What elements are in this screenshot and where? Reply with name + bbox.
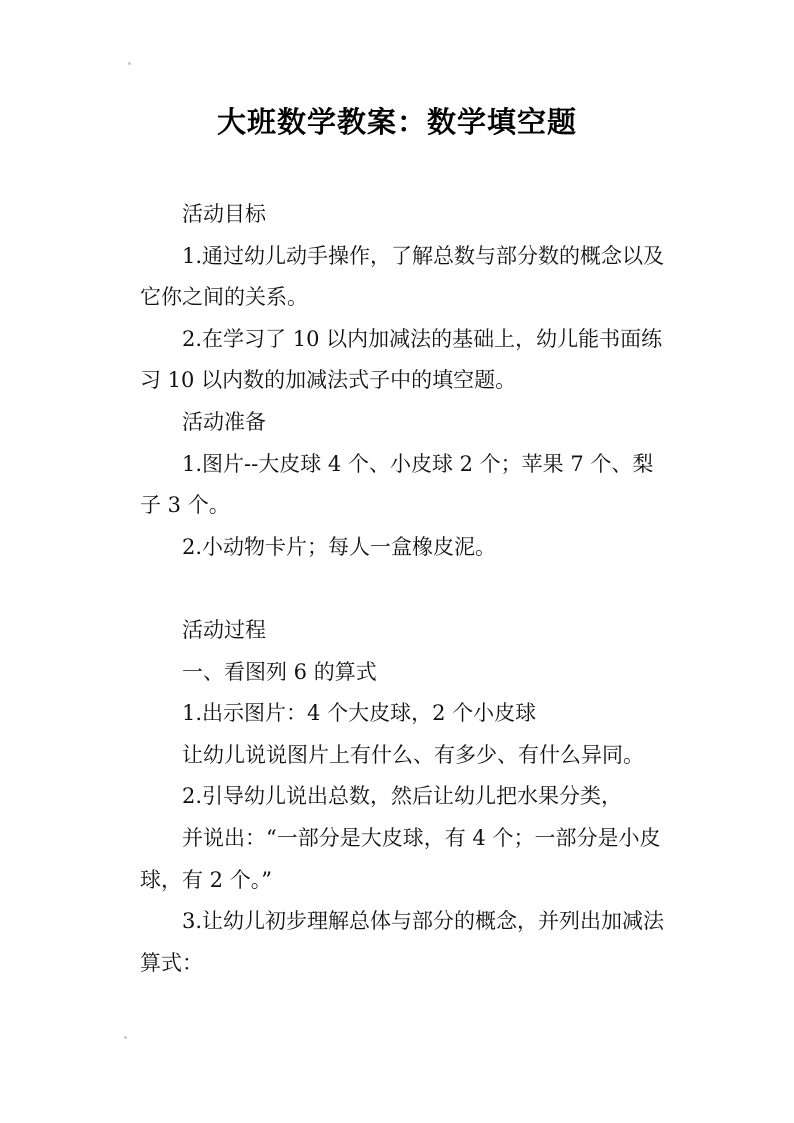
- paragraph-goal-2: 2.在学习了 10 以内加减法的基础上，幼儿能书面练习 10 以内数的加减法式子中的填空题。: [140, 326, 663, 393]
- scan-speck: [124, 1036, 127, 1039]
- paragraph-process-3: 3.让幼儿初步理解总体与部分的概念，并列出加减法算式：: [140, 909, 665, 975]
- paragraph-prep-1: 1.图片--大皮球 4 个、小皮球 2 个；苹果 7 个、梨子 3 个。: [140, 451, 654, 518]
- paragraph-prep-2: 2.小动物卡片；每人一盒橡皮泥。: [182, 534, 497, 559]
- paragraph-process-1: 1.出示图片：4 个大皮球，2 个小皮球: [182, 701, 537, 726]
- document-title: 大班数学教案：数学填空题: [216, 105, 577, 139]
- paragraph-process-1-detail: 让幼儿说说图片上有什么、有多少、有什么异同。: [182, 742, 644, 767]
- section-heading-process: 活动过程: [182, 617, 266, 642]
- subheading-step-1: 一、看图列 6 的算式: [182, 659, 377, 684]
- scan-speck: [128, 62, 131, 65]
- document-body: [140, 194, 670, 984]
- paragraph-process-2-detail: 并说出：“一部分是大皮球，有 4 个；一部分是小皮球，有 2 个。”: [140, 825, 661, 892]
- paragraph-process-2: 2.引导幼儿说出总数，然后让幼儿把水果分类，: [182, 784, 623, 809]
- section-heading-goals: 活动目标: [182, 202, 266, 226]
- blank-line: [140, 568, 670, 610]
- paragraph-goal-1: 1.通过幼儿动手操作，了解总数与部分数的概念以及它你之间的关系。: [140, 243, 665, 310]
- section-heading-preparation: 活动准备: [182, 409, 266, 434]
